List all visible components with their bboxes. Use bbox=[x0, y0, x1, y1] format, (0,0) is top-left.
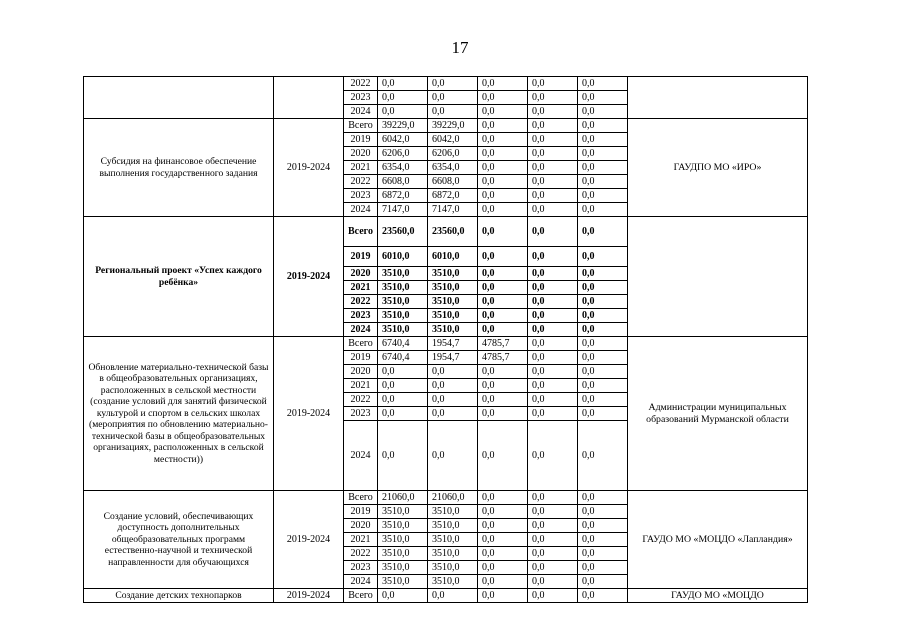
value-cell: 0,0 bbox=[578, 519, 628, 533]
value-cell: 3510,0 bbox=[428, 519, 478, 533]
value-cell: 0,0 bbox=[478, 161, 528, 175]
value-cell: 0,0 bbox=[578, 105, 628, 119]
value-cell: 0,0 bbox=[578, 589, 628, 603]
table-body bbox=[84, 77, 808, 603]
value-cell: 4785,7 bbox=[478, 337, 528, 351]
value-cell: 0,0 bbox=[478, 267, 528, 281]
year-cell: 2022 bbox=[344, 175, 378, 189]
year-cell: 2020 bbox=[344, 519, 378, 533]
value-cell: 6042,0 bbox=[428, 133, 478, 147]
value-cell: 0,0 bbox=[478, 589, 528, 603]
period-cell: 2019-2024 bbox=[274, 589, 344, 603]
value-cell: 0,0 bbox=[528, 505, 578, 519]
value-cell: 0,0 bbox=[578, 575, 628, 589]
value-cell: 0,0 bbox=[578, 547, 628, 561]
value-cell: 3510,0 bbox=[428, 533, 478, 547]
value-cell: 0,0 bbox=[428, 393, 478, 407]
value-cell: 0,0 bbox=[578, 379, 628, 393]
value-cell: 0,0 bbox=[528, 267, 578, 281]
value-cell: 0,0 bbox=[578, 267, 628, 281]
value-cell: 6206,0 bbox=[378, 147, 428, 161]
value-cell: 3510,0 bbox=[428, 505, 478, 519]
value-cell: 0,0 bbox=[528, 561, 578, 575]
value-cell: 0,0 bbox=[578, 351, 628, 365]
value-cell: 0,0 bbox=[578, 337, 628, 351]
value-cell: 0,0 bbox=[578, 365, 628, 379]
value-cell: 0,0 bbox=[378, 393, 428, 407]
value-cell: 0,0 bbox=[378, 407, 428, 421]
year-cell: 2024 bbox=[344, 575, 378, 589]
year-cell: 2023 bbox=[344, 309, 378, 323]
value-cell: 0,0 bbox=[478, 491, 528, 505]
value-cell: 0,0 bbox=[428, 407, 478, 421]
value-cell: 0,0 bbox=[478, 505, 528, 519]
value-cell: 0,0 bbox=[378, 91, 428, 105]
value-cell: 0,0 bbox=[378, 77, 428, 91]
table-row bbox=[84, 217, 808, 247]
value-cell: 0,0 bbox=[578, 217, 628, 247]
value-cell: 0,0 bbox=[578, 203, 628, 217]
period-cell: 2019-2024 bbox=[274, 119, 344, 217]
value-cell: 0,0 bbox=[578, 247, 628, 267]
table-row bbox=[84, 77, 808, 91]
value-cell: 6010,0 bbox=[428, 247, 478, 267]
year-cell: 2020 bbox=[344, 147, 378, 161]
year-cell: 2019 bbox=[344, 351, 378, 365]
value-cell: 6608,0 bbox=[428, 175, 478, 189]
value-cell: 0,0 bbox=[478, 365, 528, 379]
year-cell: 2021 bbox=[344, 161, 378, 175]
year-cell: Всего bbox=[344, 119, 378, 133]
value-cell: 0,0 bbox=[478, 379, 528, 393]
value-cell: 0,0 bbox=[528, 547, 578, 561]
value-cell: 0,0 bbox=[528, 589, 578, 603]
value-cell: 0,0 bbox=[528, 91, 578, 105]
value-cell: 0,0 bbox=[578, 119, 628, 133]
value-cell: 3510,0 bbox=[378, 323, 428, 337]
period-cell: 2019-2024 bbox=[274, 491, 344, 589]
value-cell: 0,0 bbox=[528, 147, 578, 161]
value-cell: 6740,4 bbox=[378, 351, 428, 365]
executor-cell: ГАУДО МО «МОЦДО bbox=[628, 589, 808, 603]
table-row bbox=[84, 589, 808, 603]
executor-cell: ГАУДО МО «МОЦДО «Лапландия» bbox=[628, 491, 808, 589]
value-cell: 0,0 bbox=[528, 295, 578, 309]
value-cell: 0,0 bbox=[428, 105, 478, 119]
value-cell: 3510,0 bbox=[378, 267, 428, 281]
value-cell: 0,0 bbox=[528, 133, 578, 147]
value-cell: 4785,7 bbox=[478, 351, 528, 365]
value-cell: 6206,0 bbox=[428, 147, 478, 161]
value-cell: 0,0 bbox=[578, 175, 628, 189]
value-cell: 0,0 bbox=[528, 421, 578, 491]
year-cell: 2022 bbox=[344, 547, 378, 561]
value-cell: 0,0 bbox=[578, 421, 628, 491]
value-cell: 0,0 bbox=[528, 519, 578, 533]
value-cell: 3510,0 bbox=[378, 533, 428, 547]
value-cell: 0,0 bbox=[528, 189, 578, 203]
value-cell: 0,0 bbox=[478, 189, 528, 203]
year-cell: 2023 bbox=[344, 561, 378, 575]
value-cell: 3510,0 bbox=[378, 295, 428, 309]
year-cell: 2023 bbox=[344, 407, 378, 421]
year-cell: Всего bbox=[344, 491, 378, 505]
value-cell: 6872,0 bbox=[428, 189, 478, 203]
value-cell: 39229,0 bbox=[378, 119, 428, 133]
value-cell: 0,0 bbox=[478, 203, 528, 217]
value-cell: 0,0 bbox=[528, 119, 578, 133]
value-cell: 3510,0 bbox=[428, 267, 478, 281]
value-cell: 6042,0 bbox=[378, 133, 428, 147]
measure-name-cell: Субсидия на финансовое обеспечение выполнения государственного задания bbox=[84, 119, 274, 217]
value-cell: 3510,0 bbox=[378, 575, 428, 589]
value-cell: 0,0 bbox=[478, 561, 528, 575]
value-cell: 0,0 bbox=[428, 421, 478, 491]
value-cell: 0,0 bbox=[578, 77, 628, 91]
value-cell: 23560,0 bbox=[428, 217, 478, 247]
value-cell: 0,0 bbox=[578, 161, 628, 175]
value-cell: 3510,0 bbox=[378, 281, 428, 295]
executor-cell bbox=[628, 217, 808, 337]
year-cell: 2024 bbox=[344, 105, 378, 119]
value-cell: 0,0 bbox=[428, 365, 478, 379]
value-cell: 0,0 bbox=[478, 519, 528, 533]
year-cell: 2021 bbox=[344, 533, 378, 547]
value-cell: 0,0 bbox=[528, 365, 578, 379]
value-cell: 0,0 bbox=[578, 407, 628, 421]
value-cell: 6740,4 bbox=[378, 337, 428, 351]
value-cell: 0,0 bbox=[478, 309, 528, 323]
value-cell: 6872,0 bbox=[378, 189, 428, 203]
period-cell bbox=[274, 77, 344, 119]
value-cell: 0,0 bbox=[528, 491, 578, 505]
measure-name-cell: Обновление материально-технической базы в общеобразовательных организациях, расположенных в сельской местности (создание условий для занятий физической культурой и спортом в сельских школах (мероприятия по обновлению материально-технической базы в общеобразовательных организациях, расположенных в сельской местности)) bbox=[84, 337, 274, 491]
measure-name-cell bbox=[84, 77, 274, 119]
measure-name-cell: Создание детских технопарков bbox=[84, 589, 274, 603]
value-cell: 0,0 bbox=[478, 247, 528, 267]
value-cell: 3510,0 bbox=[428, 295, 478, 309]
value-cell: 0,0 bbox=[578, 491, 628, 505]
value-cell: 0,0 bbox=[378, 379, 428, 393]
value-cell: 3510,0 bbox=[428, 323, 478, 337]
value-cell: 39229,0 bbox=[428, 119, 478, 133]
value-cell: 0,0 bbox=[528, 393, 578, 407]
year-cell: 2023 bbox=[344, 189, 378, 203]
table-row bbox=[84, 491, 808, 505]
page-number: 17 bbox=[451, 38, 469, 57]
value-cell: 6354,0 bbox=[428, 161, 478, 175]
value-cell: 23560,0 bbox=[378, 217, 428, 247]
value-cell: 0,0 bbox=[528, 175, 578, 189]
value-cell: 21060,0 bbox=[428, 491, 478, 505]
value-cell: 6010,0 bbox=[378, 247, 428, 267]
value-cell: 0,0 bbox=[378, 589, 428, 603]
year-cell: Всего bbox=[344, 217, 378, 247]
value-cell: 0,0 bbox=[578, 561, 628, 575]
value-cell: 3510,0 bbox=[428, 575, 478, 589]
year-cell: 2021 bbox=[344, 379, 378, 393]
value-cell: 0,0 bbox=[428, 91, 478, 105]
year-cell: 2022 bbox=[344, 295, 378, 309]
value-cell: 0,0 bbox=[528, 247, 578, 267]
year-cell: Всего bbox=[344, 589, 378, 603]
value-cell: 0,0 bbox=[478, 105, 528, 119]
value-cell: 0,0 bbox=[578, 147, 628, 161]
year-cell: 2020 bbox=[344, 365, 378, 379]
period-cell: 2019-2024 bbox=[274, 337, 344, 491]
value-cell: 0,0 bbox=[528, 217, 578, 247]
value-cell: 1954,7 bbox=[428, 351, 478, 365]
value-cell: 0,0 bbox=[378, 421, 428, 491]
measure-name-cell: Создание условий, обеспечивающих доступность дополнительных общеобразовательных программ естественно-научной и технической направленности для обучающихся bbox=[84, 491, 274, 589]
value-cell: 0,0 bbox=[578, 533, 628, 547]
value-cell: 0,0 bbox=[528, 533, 578, 547]
year-cell: 2019 bbox=[344, 505, 378, 519]
value-cell: 0,0 bbox=[428, 77, 478, 91]
value-cell: 0,0 bbox=[478, 575, 528, 589]
value-cell: 0,0 bbox=[428, 589, 478, 603]
value-cell: 0,0 bbox=[478, 323, 528, 337]
value-cell: 3510,0 bbox=[378, 561, 428, 575]
value-cell: 0,0 bbox=[428, 379, 478, 393]
value-cell: 0,0 bbox=[578, 309, 628, 323]
value-cell: 0,0 bbox=[578, 323, 628, 337]
value-cell: 6354,0 bbox=[378, 161, 428, 175]
value-cell: 0,0 bbox=[578, 133, 628, 147]
value-cell: 0,0 bbox=[528, 281, 578, 295]
value-cell: 0,0 bbox=[528, 351, 578, 365]
value-cell: 3510,0 bbox=[378, 547, 428, 561]
table-row bbox=[84, 119, 808, 133]
value-cell: 0,0 bbox=[528, 309, 578, 323]
value-cell: 3510,0 bbox=[378, 309, 428, 323]
year-cell: Всего bbox=[344, 337, 378, 351]
value-cell: 0,0 bbox=[578, 189, 628, 203]
value-cell: 1954,7 bbox=[428, 337, 478, 351]
executor-cell: Администрации муниципальных образований Мурманской области bbox=[628, 337, 808, 491]
table-row bbox=[84, 337, 808, 351]
value-cell: 0,0 bbox=[478, 147, 528, 161]
year-cell: 2022 bbox=[344, 77, 378, 91]
value-cell: 0,0 bbox=[528, 203, 578, 217]
value-cell: 0,0 bbox=[478, 393, 528, 407]
value-cell: 0,0 bbox=[528, 161, 578, 175]
year-cell: 2019 bbox=[344, 247, 378, 267]
value-cell: 0,0 bbox=[578, 393, 628, 407]
value-cell: 0,0 bbox=[528, 77, 578, 91]
value-cell: 0,0 bbox=[478, 133, 528, 147]
year-cell: 2024 bbox=[344, 421, 378, 491]
executor-cell bbox=[628, 77, 808, 119]
value-cell: 0,0 bbox=[528, 575, 578, 589]
value-cell: 0,0 bbox=[478, 533, 528, 547]
value-cell: 0,0 bbox=[478, 119, 528, 133]
year-cell: 2023 bbox=[344, 91, 378, 105]
value-cell: 6608,0 bbox=[378, 175, 428, 189]
value-cell: 7147,0 bbox=[428, 203, 478, 217]
value-cell: 0,0 bbox=[578, 505, 628, 519]
year-cell: 2019 bbox=[344, 133, 378, 147]
value-cell: 0,0 bbox=[478, 295, 528, 309]
value-cell: 3510,0 bbox=[428, 309, 478, 323]
value-cell: 0,0 bbox=[578, 281, 628, 295]
value-cell: 0,0 bbox=[578, 91, 628, 105]
executor-cell: ГАУДПО МО «ИРО» bbox=[628, 119, 808, 217]
value-cell: 0,0 bbox=[378, 105, 428, 119]
value-cell: 0,0 bbox=[478, 547, 528, 561]
year-cell: 2024 bbox=[344, 203, 378, 217]
value-cell: 3510,0 bbox=[428, 281, 478, 295]
value-cell: 0,0 bbox=[528, 379, 578, 393]
value-cell: 0,0 bbox=[478, 281, 528, 295]
value-cell: 0,0 bbox=[478, 407, 528, 421]
value-cell: 7147,0 bbox=[378, 203, 428, 217]
value-cell: 0,0 bbox=[528, 323, 578, 337]
year-cell: 2022 bbox=[344, 393, 378, 407]
value-cell: 3510,0 bbox=[428, 547, 478, 561]
value-cell: 0,0 bbox=[528, 105, 578, 119]
value-cell: 0,0 bbox=[378, 365, 428, 379]
value-cell: 0,0 bbox=[478, 421, 528, 491]
year-cell: 2021 bbox=[344, 281, 378, 295]
value-cell: 0,0 bbox=[528, 407, 578, 421]
value-cell: 0,0 bbox=[478, 217, 528, 247]
value-cell: 3510,0 bbox=[378, 519, 428, 533]
value-cell: 3510,0 bbox=[378, 505, 428, 519]
measure-name-cell: Региональный проект «Успех каждого ребёнка» bbox=[84, 217, 274, 337]
budget-table bbox=[83, 76, 808, 603]
value-cell: 0,0 bbox=[478, 77, 528, 91]
value-cell: 21060,0 bbox=[378, 491, 428, 505]
value-cell: 0,0 bbox=[478, 175, 528, 189]
value-cell: 0,0 bbox=[578, 295, 628, 309]
year-cell: 2024 bbox=[344, 323, 378, 337]
value-cell: 3510,0 bbox=[428, 561, 478, 575]
value-cell: 0,0 bbox=[528, 337, 578, 351]
year-cell: 2020 bbox=[344, 267, 378, 281]
value-cell: 0,0 bbox=[478, 91, 528, 105]
period-cell: 2019-2024 bbox=[274, 217, 344, 337]
